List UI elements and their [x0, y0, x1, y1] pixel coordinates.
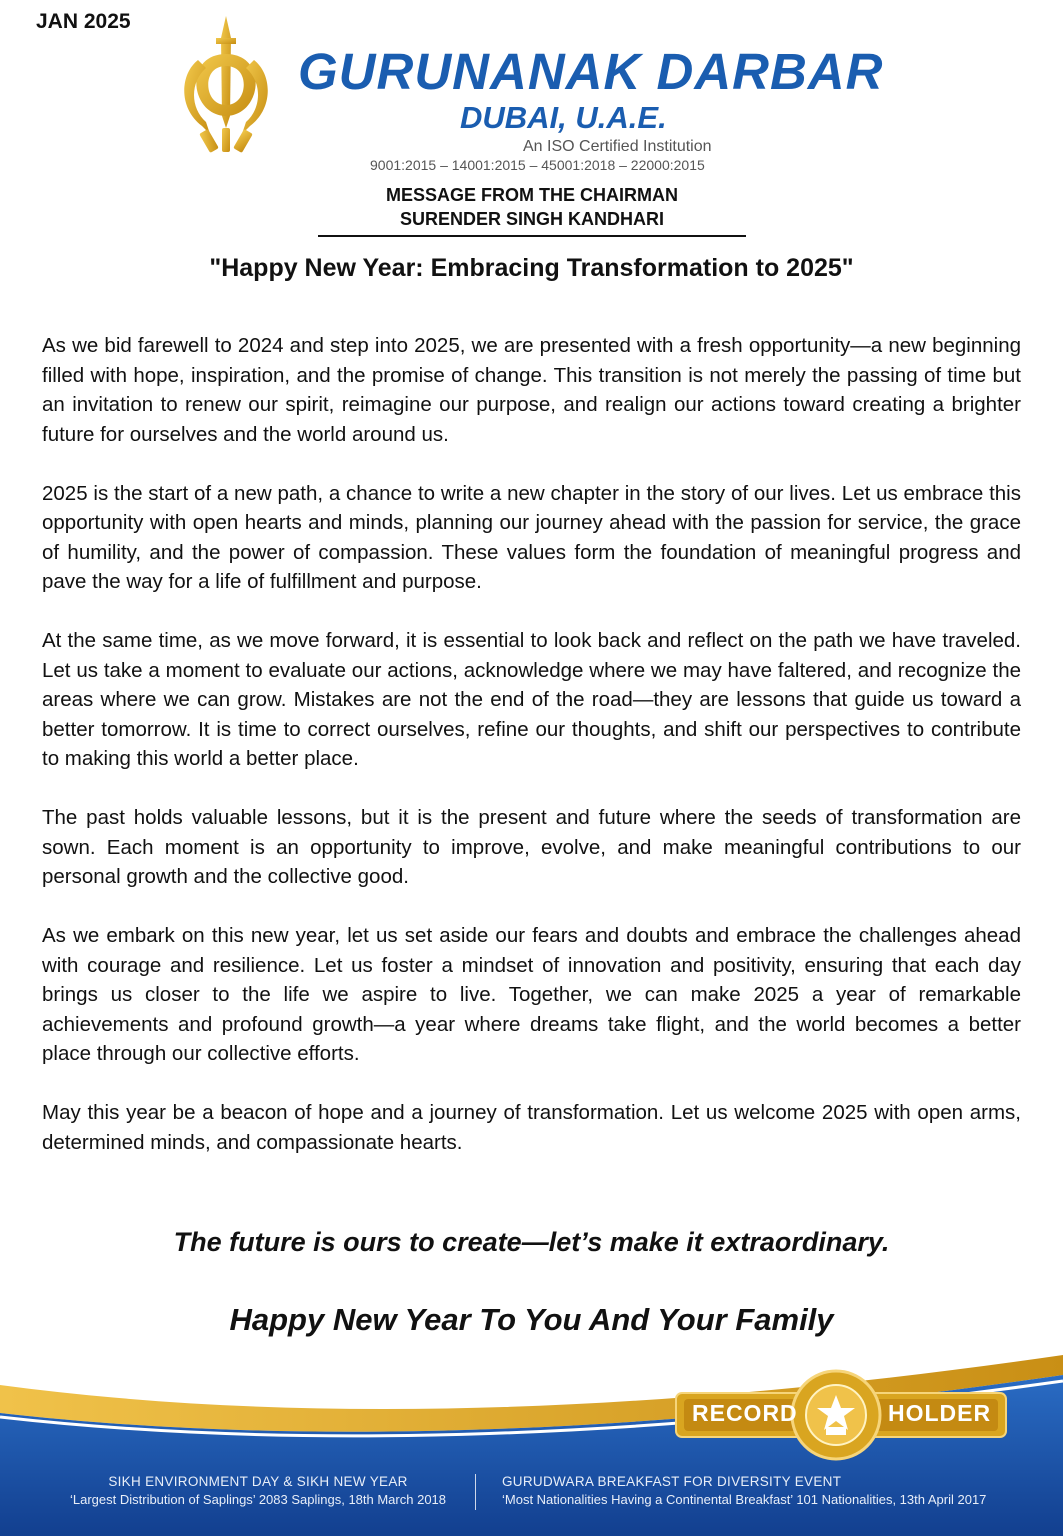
message-title: "Happy New Year: Embracing Transformation to 2025" [209, 254, 854, 282]
footer-banner [0, 1355, 1063, 1536]
guinness-seal-icon [792, 1371, 880, 1459]
iso-standards-list: 9001:2015 – 14001:2015 – 45001:2018 – 22000:2015 [370, 157, 705, 173]
issue-date: JAN 2025 [36, 10, 131, 33]
organization-name: GURUNANAK DARBAR [298, 43, 884, 100]
record-event-title: SIKH ENVIRONMENT DAY & SIKH NEW YEAR [108, 1474, 408, 1489]
paragraph: As we embark on this new year, let us set aside our fears and doubts and embrace the challenges ahead with courage and resilience. Let us foster a mindset of innovation and positivity, ensuring that each day brings us closer to the life we aspire to live. Together, we can make 2025 a year of remarkable achievements and profound growth—a year where dreams take flight, and the world becomes a better place through our collective efforts. [42, 924, 1021, 1065]
heading-divider [318, 235, 746, 237]
footer-record-left [58, 1474, 458, 1507]
paragraph: As we bid farewell to 2024 and step into 2025, we are presented with a fresh opportunity—a new beginning filled with hope, inspiration, and the promise of change. This transition is not merely the passing of time but an invitation to renew our spirit, reimagine our purpose, and realign our actions toward creating a brighter future for ourselves and the world around us. [42, 334, 1021, 446]
message-heading: MESSAGE FROM THE CHAIRMAN [386, 185, 678, 205]
record-event-title: GURUDWARA BREAKFAST FOR DIVERSITY EVENT [502, 1474, 842, 1489]
record-event-detail: ‘Most Nationalities Having a Continental Breakfast’ 101 Nationalities, 13th April 2017 [502, 1492, 987, 1507]
iso-certification-label: An ISO Certified Institution [523, 138, 712, 155]
message-body [42, 331, 1021, 1187]
record-label: RECORD [692, 1400, 798, 1426]
organization-location: DUBAI, U.A.E. [460, 100, 667, 135]
khanda-emblem-icon [176, 16, 276, 156]
closing-greeting: Happy New Year To You And Your Family [229, 1302, 834, 1337]
footer-divider [475, 1474, 476, 1510]
record-event-detail: ‘Largest Distribution of Saplings’ 2083 Saplings, 18th March 2018 [69, 1492, 447, 1507]
paragraph: The past holds valuable lessons, but it is the present and future where the seeds of transformation are sown. Each moment is an opportunity to improve, evolve, and make meaningful contributions to our personal growth and the collective good. [42, 806, 1021, 888]
holder-label: HOLDER [888, 1400, 992, 1426]
closing-quote: The future is ours to create—let’s make it extraordinary. [173, 1227, 890, 1257]
paragraph: May this year be a beacon of hope and a journey of transformation. Let us welcome 2025 with open arms, determined minds, and compassionate hearts. [42, 1101, 1021, 1154]
footer-record-right [502, 1474, 986, 1507]
paragraph: At the same time, as we move forward, it is essential to look back and reflect on the path we have traveled. Let us take a moment to evaluate our actions, acknowledge where we may have faltered, and recognize the areas where we can grow. Mistakes are not the end of the road—they are lessons that guide us toward a better tomorrow. It is time to correct ourselves, refine our thoughts, and shift our perspectives to contribute to making this world a better place. [42, 629, 1021, 770]
chairman-name: SURENDER SINGH KANDHARI [399, 209, 664, 229]
paragraph: 2025 is the start of a new path, a chance to write a new chapter in the story of our lives. Let us embrace this opportunity with open hearts and minds, planning our journey ahead with the passion for service, the grace of humility, and the power of compassion. These values form the foundation of meaningful progress and pave the way for a life of fulfillment and purpose. [42, 481, 1021, 593]
